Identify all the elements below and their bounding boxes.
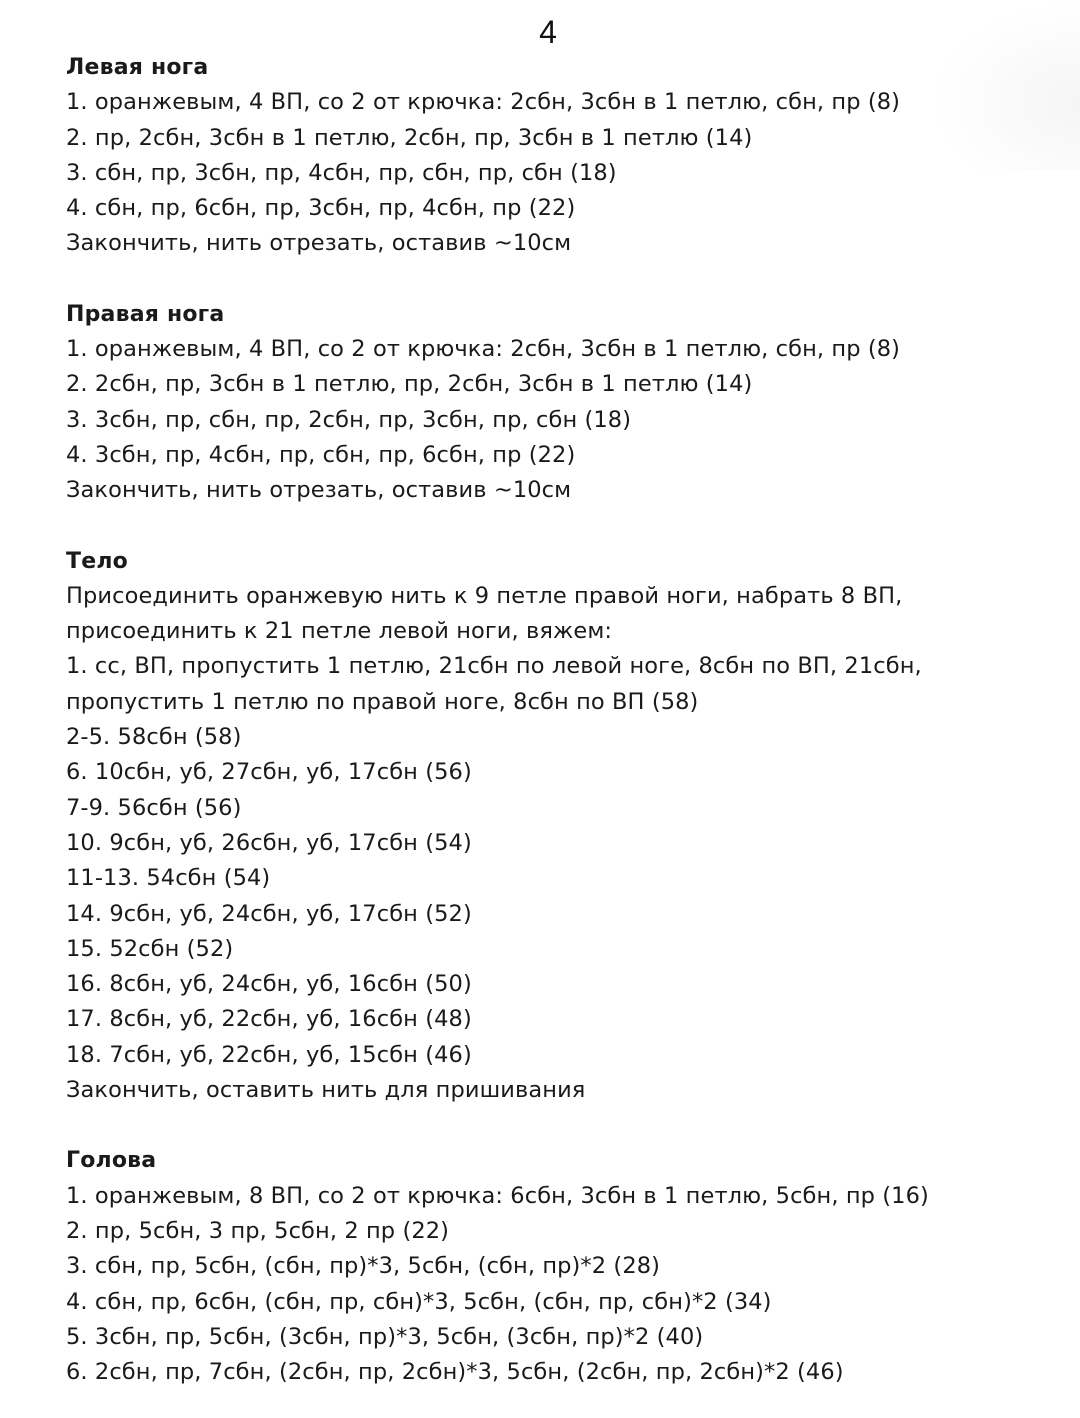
pattern-row: пропустить 1 петлю по правой ноге, 8сбн по ВП (58) bbox=[66, 688, 699, 715]
pattern-row: 18. 7сбн, уб, 22сбн, уб, 15сбн (46) bbox=[66, 1041, 472, 1068]
pattern-row: 1. оранжевым, 4 ВП, со 2 от крючка: 2сбн, 3сбн в 1 петлю, сбн, пр (8) bbox=[66, 336, 901, 363]
pattern-row: 3. сбн, пр, 5сбн, (сбн, пр)*3, 5сбн, (сбн, пр)*2 (28) bbox=[66, 1253, 661, 1280]
pattern-row: присоединить к 21 петле левой ноги, вяжем: bbox=[66, 618, 613, 645]
pattern-row: 2. 2сбн, пр, 3сбн в 1 петлю, пр, 2сбн, 3сбн в 1 петлю (14) bbox=[66, 371, 753, 398]
pattern-row: 11-13. 54сбн (54) bbox=[66, 865, 271, 892]
pattern-row: 3. сбн, пр, 3сбн, пр, 4сбн, пр, сбн, пр, сбн (18) bbox=[66, 159, 617, 186]
pattern-row: Закончить, нить отрезать, оставив ~10см bbox=[66, 230, 572, 257]
pattern-row: 1. оранжевым, 8 ВП, со 2 от крючка: 6сбн, 3сбн в 1 петлю, 5сбн, пр (16) bbox=[66, 1182, 929, 1209]
pattern-row: 10. 9сбн, уб, 26сбн, уб, 17сбн (54) bbox=[66, 829, 472, 856]
pattern-row: 2-5. 58сбн (58) bbox=[66, 724, 242, 751]
section-title: Левая нога bbox=[66, 55, 209, 80]
pattern-content bbox=[66, 50, 1066, 1390]
pattern-row: 2. пр, 2сбн, 3сбн в 1 петлю, 2сбн, пр, 3сбн в 1 петлю (14) bbox=[66, 124, 753, 151]
pattern-row: 15. 52сбн (52) bbox=[66, 935, 234, 962]
pattern-row: 14. 9сбн, уб, 24сбн, уб, 17сбн (52) bbox=[66, 900, 472, 927]
pattern-row: Закончить, нить отрезать, оставив ~10см bbox=[66, 477, 572, 504]
pattern-row: 7-9. 56сбн (56) bbox=[66, 794, 242, 821]
pattern-row: 1. сс, ВП, пропустить 1 петлю, 21сбн по левой ноге, 8сбн по ВП, 21сбн, bbox=[66, 653, 922, 680]
pattern-row: 17. 8сбн, уб, 22сбн, уб, 16сбн (48) bbox=[66, 1006, 472, 1033]
pattern-row: Закончить, оставить нить для пришивания bbox=[66, 1077, 586, 1104]
pattern-row: 3. 3сбн, пр, сбн, пр, 2сбн, пр, 3сбн, пр, сбн (18) bbox=[66, 406, 632, 433]
section-head bbox=[66, 1143, 1066, 1390]
section-title: Тело bbox=[66, 548, 128, 574]
section-right-leg bbox=[66, 297, 1066, 509]
pattern-row: 4. сбн, пр, 6сбн, пр, 3сбн, пр, 4сбн, пр (22) bbox=[66, 195, 576, 222]
pattern-row: 6. 10сбн, уб, 27сбн, уб, 17сбн (56) bbox=[66, 759, 472, 786]
pattern-row: 16. 8сбн, уб, 24сбн, уб, 16сбн (50) bbox=[66, 971, 472, 998]
pattern-row: Присоединить оранжевую нить к 9 петле правой ноги, набрать 8 ВП, bbox=[66, 582, 903, 609]
pattern-row: 6. 2сбн, пр, 7сбн, (2сбн, пр, 2сбн)*3, 5сбн, (2сбн, пр, 2сбн)*2 (46) bbox=[66, 1359, 844, 1386]
section-body bbox=[66, 544, 1066, 1109]
section-left-leg bbox=[66, 50, 1066, 262]
section-title: Голова bbox=[66, 1148, 157, 1174]
section-title: Правая нога bbox=[66, 301, 225, 327]
page-number: 4 bbox=[539, 14, 557, 50]
pattern-row: 4. сбн, пр, 6сбн, (сбн, пр, сбн)*3, 5сбн, (сбн, пр, сбн)*2 (34) bbox=[66, 1288, 772, 1315]
pattern-row: 5. 3сбн, пр, 5сбн, (3сбн, пр)*3, 5сбн, (3сбн, пр)*2 (40) bbox=[66, 1323, 704, 1350]
pattern-row: 2. пр, 5сбн, 3 пр, 5сбн, 2 пр (22) bbox=[66, 1217, 450, 1244]
pattern-row: 4. 3сбн, пр, 4сбн, пр, сбн, пр, 6сбн, пр (22) bbox=[66, 441, 576, 468]
pattern-row: 1. оранжевым, 4 ВП, со 2 от крючка: 2сбн, 3сбн в 1 петлю, сбн, пр (8) bbox=[66, 89, 901, 116]
